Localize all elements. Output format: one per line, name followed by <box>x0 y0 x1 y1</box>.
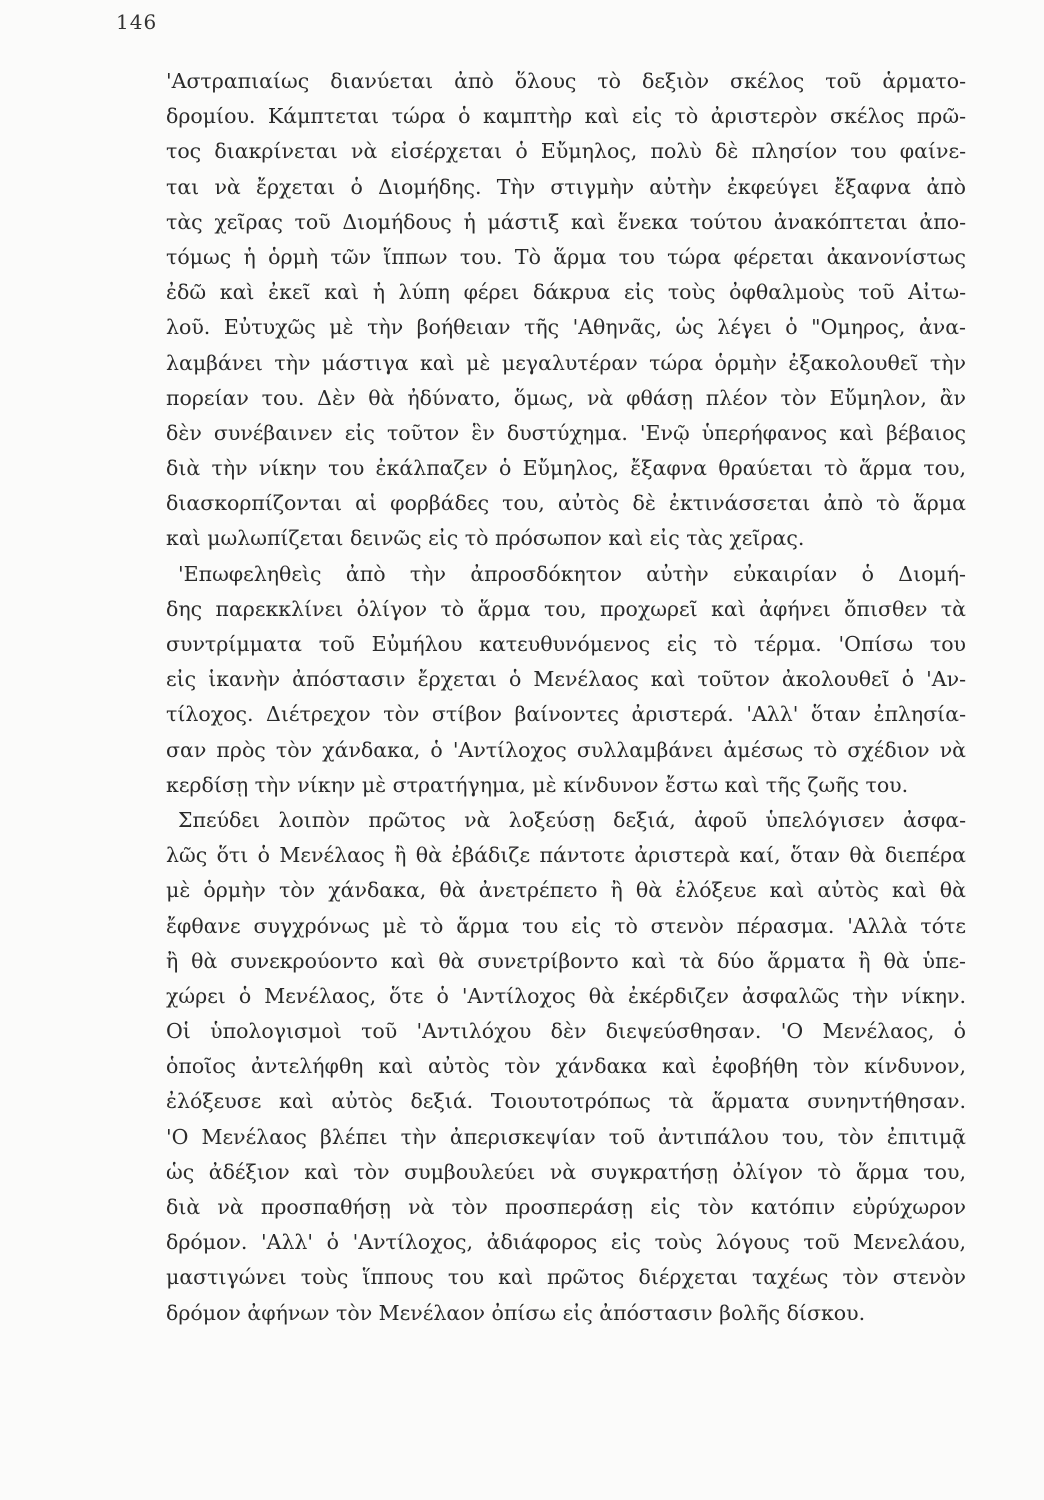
text-line: λῶς ὅτι ὁ Μενέλαος ἢ θὰ ἐβάδιζε πάντοτε ἀριστερὰ καί, ὅταν θὰ διεπέρα <box>166 843 966 868</box>
text-line: ὁποῖος ἀντελήφθη καὶ αὐτὸς τὸν χάνδακα καὶ ἐφοβήθη τὸν κίνδυνον, <box>166 1054 966 1079</box>
text-line: δὲν συνέβαινεν εἰς τοῦτον ἓν δυστύχημα. 'Ενῷ ὑπερήφανος καὶ βέβαιος <box>166 420 966 445</box>
text-line: τόμως ἡ ὁρμὴ τῶν ἵππων του. Τὸ ἅρμα του τώρα φέρεται ἀκανονίστως <box>166 244 966 269</box>
text-line: διὰ νὰ προσπαθήσῃ νὰ τὸν προσπεράσῃ εἰς τὸν κατόπιν εὐρύχωρον <box>166 1195 966 1219</box>
body-text <box>166 64 966 1331</box>
text-line: εἰς ἱκανὴν ἀπόστασιν ἔρχεται ὁ Μενέλαος καὶ τοῦτον ἀκολουθεῖ ὁ 'Αν- <box>166 667 966 692</box>
text-line: 'Επωφεληθεὶς ἀπὸ τὴν ἀπροσδόκητον αὐτὴν εὐκαιρίαν ὁ Διομή- <box>178 561 966 586</box>
text-line: Σπεύδει λοιπὸν πρῶτος νὰ λοξεύσῃ δεξιά, ἀφοῦ ὑπελόγισεν ἀσφα- <box>178 807 966 832</box>
text-line: ἔφθανε συγχρόνως μὲ τὸ ἅρμα του εἰς τὸ στενὸν πέρασμα. 'Αλλὰ τότε <box>166 913 966 938</box>
text-line: 'Αστραπιαίως διανύεται ἀπὸ ὅλους τὸ δεξιὸν σκέλος τοῦ ἁρματο- <box>166 69 966 93</box>
text-line: μαστιγώνει τοὺς ἵππους του καὶ πρῶτος διέρχεται ταχέως τὸν στενὸν <box>166 1265 966 1290</box>
text-line: λοῦ. Εὐτυχῶς μὲ τὴν βοήθειαν τῆς 'Αθηνᾶς, ὡς λέγει ὁ "Ομηρος, ἀνα- <box>166 315 966 340</box>
text-line: καὶ μωλωπίζεται δεινῶς εἰς τὸ πρόσωπον καὶ εἰς τὰς χεῖρας. <box>166 526 805 551</box>
text-line: συντρίμματα τοῦ Εὐμήλου κατευθυνόμενος εἰς τὸ τέρμα. 'Οπίσω του <box>166 632 966 656</box>
text-line: σαν πρὸς τὸν χάνδακα, ὁ 'Αντίλοχος συλλαμβάνει ἀμέσως τὸ σχέδιον νὰ <box>166 737 966 762</box>
text-line: δρομίου. Κάμπτεται τώρα ὁ καμπτὴρ καὶ εἰς τὸ ἀριστερὸν σκέλος πρῶ- <box>166 104 966 129</box>
text-line: ἐλόξευσε καὶ αὐτὸς δεξιά. Τοιουτοτρόπως τὰ ἅρματα συνηντήθησαν. <box>166 1089 966 1114</box>
text-line: κερδίσῃ τὴν νίκην μὲ στρατήγημα, μὲ κίνδυνον ἔστω καὶ τῆς ζωῆς του. <box>166 772 909 797</box>
text-line: μὲ ὁρμὴν τὸν χάνδακα, θὰ ἀνετρέπετο ἢ θὰ ἐλόξευε καὶ αὐτὸς καὶ θὰ <box>166 878 966 903</box>
text-line: 'Ο Μενέλαος βλέπει τὴν ἀπερισκεψίαν τοῦ ἀντιπάλου του, τὸν ἐπιτιμᾷ <box>166 1124 966 1149</box>
text-line: τος διακρίνεται νὰ εἰσέρχεται ὁ Εὔμηλος, πολὺ δὲ πλησίον του φαίνε- <box>166 139 966 164</box>
page-number: 146 <box>116 10 158 34</box>
text-line: δρόμον. 'Αλλ' ὁ 'Αντίλοχος, ἀδιάφορος εἰς τοὺς λόγους τοῦ Μενελάου, <box>166 1230 966 1255</box>
text-line: δρόμον ἀφήνων τὸν Μενέλαον ὀπίσω εἰς ἀπόστασιν βολῆς δίσκου. <box>166 1300 866 1325</box>
text-line: ὡς ἀδέξιον καὶ τὸν συμβουλεύει νὰ συγκρατήσῃ ὀλίγον τὸ ἅρμα του, <box>166 1159 966 1184</box>
text-line: Οἱ ὑπολογισμοὶ τοῦ 'Αντιλόχου δὲν διεψεύσθησαν. 'Ο Μενέλαος, ὁ <box>166 1019 966 1044</box>
text-line: τίλοχος. Διέτρεχον τὸν στίβον βαίνοντες ἀριστερά. 'Αλλ' ὅταν ἐπλησία- <box>166 702 966 727</box>
text-line: τὰς χεῖρας τοῦ Διομήδους ἡ μάστιξ καὶ ἕνεκα τούτου ἀνακόπτεται ἀπο- <box>166 209 966 234</box>
text-line: δης παρεκκλίνει ὀλίγον τὸ ἅρμα του, προχωρεῖ καὶ ἀφήνει ὄπισθεν τὰ <box>166 596 966 621</box>
text-line: ἢ θὰ συνεκρούοντο καὶ θὰ συνετρίβοντο καὶ τὰ δύο ἅρματα ἢ θὰ ὑπε- <box>166 948 966 973</box>
text-line: χώρει ὁ Μενέλαος, ὅτε ὁ 'Αντίλοχος θὰ ἐκέρδιζεν ἀσφαλῶς τὴν νίκην. <box>166 983 966 1008</box>
text-line: πορείαν του. Δὲν θὰ ἠδύνατο, ὅμως, νὰ φθάσῃ πλέον τὸν Εὔμηλον, ἂν <box>166 385 966 410</box>
text-line: ἐδῶ καὶ ἐκεῖ καὶ ἡ λύπη φέρει δάκρυα εἰς τοὺς ὀφθαλμοὺς τοῦ Αἰτω- <box>166 280 966 305</box>
text-line: ται νὰ ἔρχεται ὁ Διομήδης. Τὴν στιγμὴν αὐτὴν ἐκφεύγει ἔξαφνα ἀπὸ <box>166 174 966 199</box>
text-line: λαμβάνει τὴν μάστιγα καὶ μὲ μεγαλυτέραν τώρα ὁρμὴν ἐξακολουθεῖ τὴν <box>166 350 966 375</box>
text-line: διασκορπίζονται αἱ φορβάδες του, αὐτὸς δὲ ἐκτινάσσεται ἀπὸ τὸ ἅρμα <box>166 491 966 516</box>
text-line: διὰ τὴν νίκην του ἐκάλπαζεν ὁ Εὔμηλος, ἔξαφνα θραύεται τὸ ἅρμα του, <box>166 456 966 481</box>
